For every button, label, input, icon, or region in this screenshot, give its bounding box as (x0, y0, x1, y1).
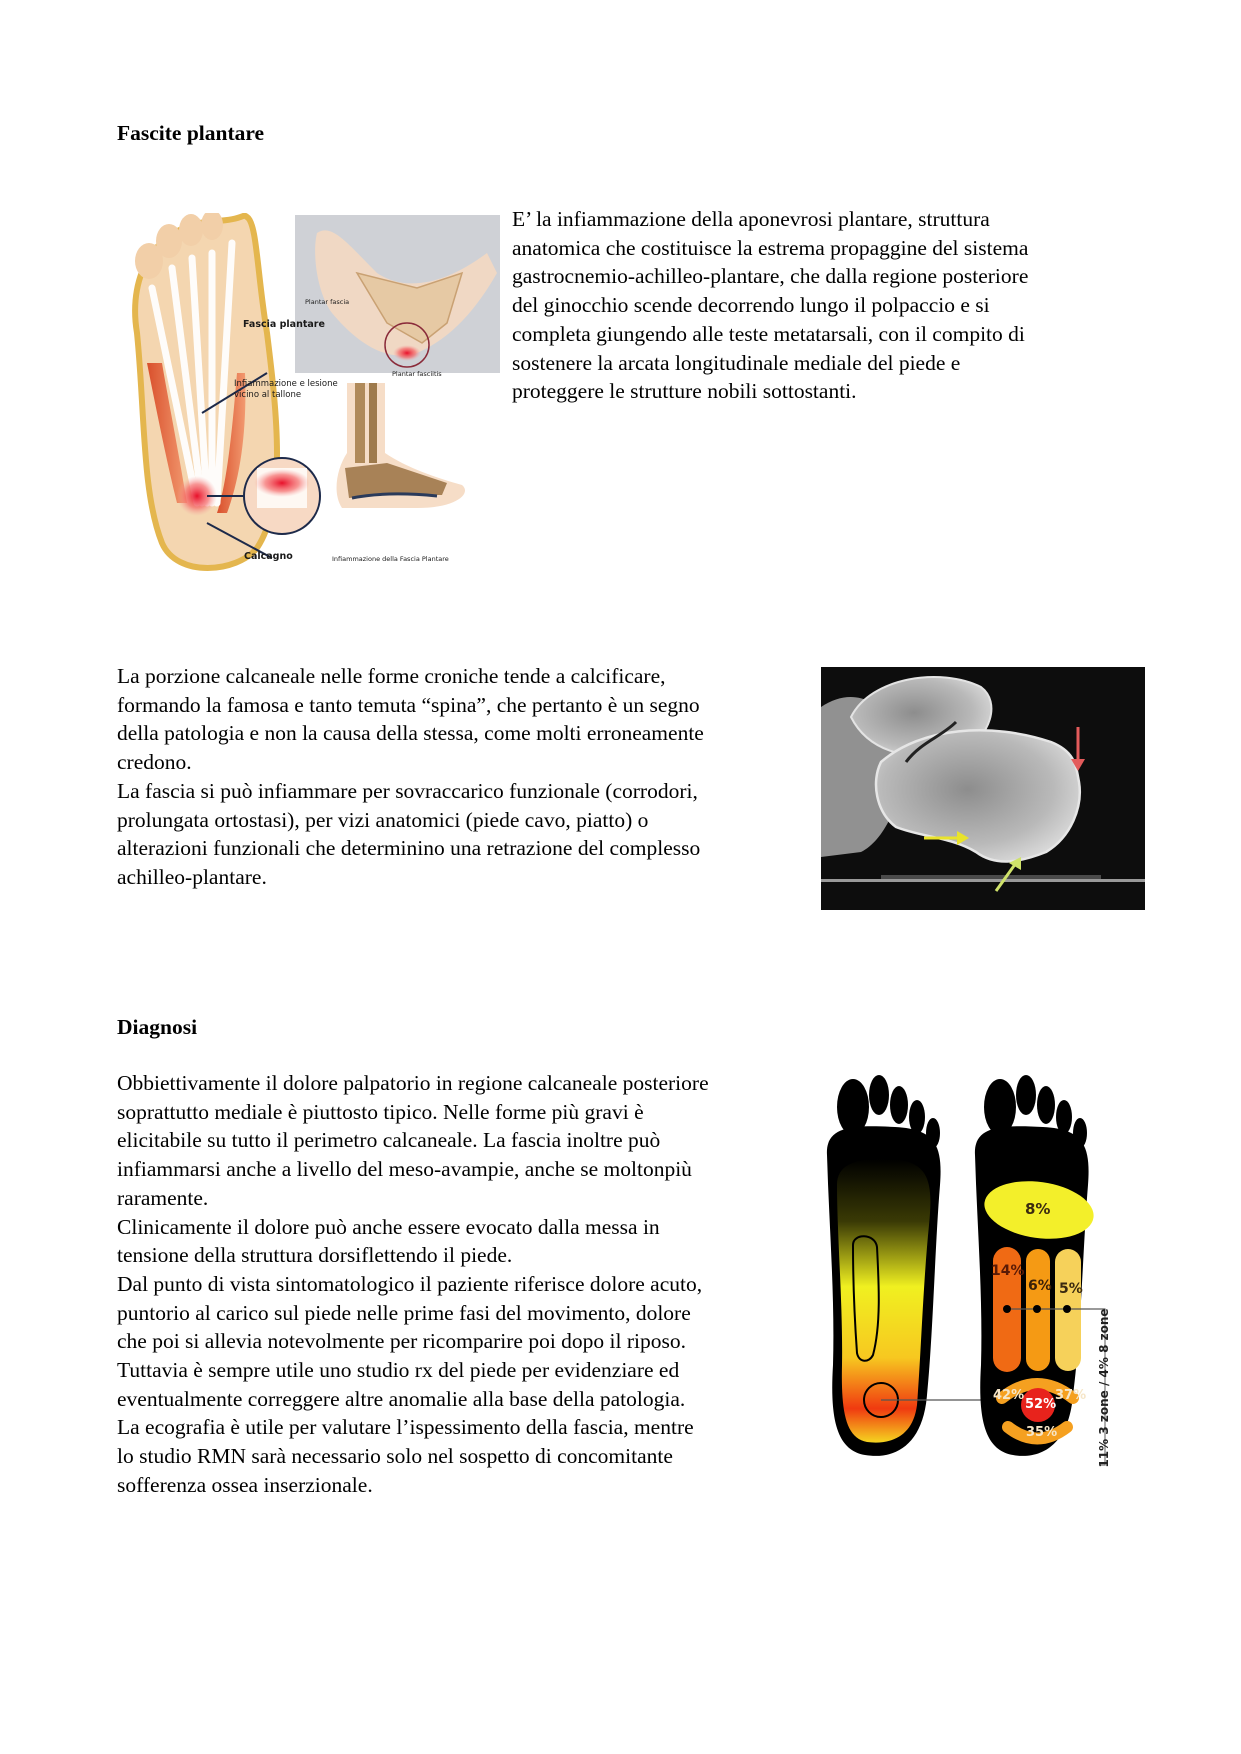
para-line: Tuttavia è sempre utile uno studio rx del piede per evidenziare ed (117, 1358, 680, 1383)
zone-heel-lateral: 37% (1055, 1388, 1087, 1403)
heel-xray-illustration (821, 667, 1145, 910)
para-line: alterazioni funzionali che determinino una retrazione del complesso (117, 836, 701, 861)
para-line: Clinicamente il dolore può anche essere evocato dalla messa in (117, 1214, 660, 1239)
label-calcagno: Calcagno (244, 551, 293, 562)
para-line: Dal punto di vista sintomatologico il paziente riferisce dolore acuto, (117, 1271, 703, 1296)
zone-heel-posterior: 35% (1026, 1425, 1058, 1440)
para-line: credono. (117, 750, 192, 775)
para-line: lo studio RMN sarà necessario solo nel sospetto di concomitante (117, 1444, 673, 1469)
para-line: formando la famosa e tanto temuta “spina”, che pertanto è un segno (117, 692, 700, 717)
zone-met3: 5% (1059, 1281, 1083, 1297)
label-inflammation: Infiammazione e lesione (234, 379, 338, 389)
intro-line: sostenere la arcata longitudinale mediale del piede e (512, 350, 961, 375)
para-line: eventualmente correggere altre anomalie alla base della patologia. (117, 1386, 686, 1411)
intro-line: completa giungendo alle teste metatarsali, con il compito di (512, 321, 1025, 346)
zone-heel-center: 52% (1025, 1397, 1057, 1412)
para-line: prolungata ortostasi), per vizi anatomici (piede cavo, piatto) o (117, 807, 649, 832)
intro-line: gastrocnemio-achilleo-plantare, che dalla regione posteriore (512, 264, 1029, 289)
intro-line: proteggere le strutture nobili sottostanti. (512, 379, 857, 404)
section-title-fascite: Fascite plantare (117, 121, 265, 145)
xray-image (821, 667, 1145, 910)
pressure-map-figure (815, 1065, 1115, 1485)
label-fascia-plantare: Fascia plantare (243, 319, 325, 330)
zone-heel-medial: 42% (993, 1388, 1025, 1403)
para-line: La porzione calcaneale nelle forme croniche tende a calcificare, (117, 664, 666, 688)
anatomy-figure (117, 213, 505, 573)
para-line: raramente. (117, 1185, 209, 1210)
label-inflammation-line2: vicino al tallone (234, 390, 302, 400)
para-line: soprattutto mediale è piuttosto tipico. Nelle forme più gravi è (117, 1099, 644, 1124)
para-line: tensione della struttura dorsiflettendo il piede. (117, 1243, 513, 1268)
label-side-caption: Infiammazione della Fascia Plantare (332, 555, 449, 563)
intro-line: anatomica che costituisce la estrema propaggine del sistema (512, 235, 1029, 260)
foot-pressure-map-illustration (815, 1065, 1115, 1485)
calcification-paragraph (117, 662, 807, 892)
para-line: della patologia e non la causa della stessa, come molti erroneamente (117, 721, 704, 746)
para-line: che poi si allevia notevolmente per ricomparire poi dopo il riposo. (117, 1329, 686, 1354)
para-line: achilleo-plantare. (117, 864, 267, 889)
section-title-diagnosi: Diagnosi (117, 1015, 198, 1039)
pressure-zone-side-label: 11% 3 zone / 4% 8 zone (1097, 1308, 1111, 1468)
zone-forefoot: 8% (1025, 1200, 1051, 1218)
para-line: Obbiettivamente il dolore palpatorio in regione calcaneale posteriore (117, 1071, 709, 1095)
para-line: La fascia si può infiammare per sovraccarico funzionale (corrodori, (117, 778, 698, 803)
para-line: La ecografia è utile per valutare l’ispessimento della fascia, mentre (117, 1415, 694, 1440)
intro-paragraph (512, 205, 1132, 406)
zone-met1: 14% (991, 1263, 1025, 1279)
diagnosis-paragraph (117, 1069, 817, 1500)
para-line: puntorio al carico sul piede nelle prime fasi del movimento, dolore (117, 1300, 691, 1325)
label-plantar-fascia: Plantar fascia (305, 298, 350, 306)
para-line: elicitabile su tutto il perimetro calcaneale. La fascia inoltre può (117, 1128, 661, 1153)
para-line: infiammarsi anche a livello del meso-avampie, anche se moltonpiù (117, 1157, 692, 1182)
label-plantar-fasciitis: Plantar fasciitis (392, 370, 442, 378)
para-line: sofferenza ossea inserzionale. (117, 1472, 373, 1497)
plantar-fascia-illustration (117, 213, 505, 573)
left-foot-heatmap (827, 1075, 1002, 1456)
zone-met2: 6% (1028, 1278, 1052, 1294)
intro-line: del ginocchio scende decorrendo lungo il polpaccio e si (512, 293, 990, 318)
intro-line: E’ la infiammazione della aponevrosi plantare, struttura (512, 207, 990, 231)
